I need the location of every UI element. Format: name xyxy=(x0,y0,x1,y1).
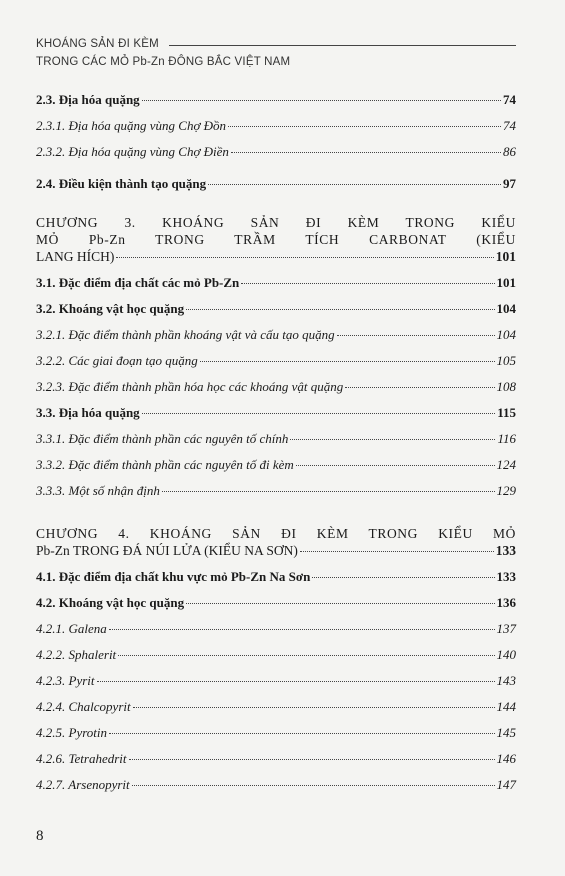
toc-entry-3-2-3[interactable] xyxy=(36,379,516,395)
toc-entry-title: 4.2.4. Chalcopyrit xyxy=(36,699,131,714)
toc-entry-3-2[interactable] xyxy=(36,301,516,317)
toc-entry-2-3[interactable] xyxy=(36,92,516,108)
dot-leader xyxy=(162,491,495,492)
toc-entry-title: 4.2.2. Sphalerit xyxy=(36,647,117,662)
dot-leader xyxy=(296,465,495,466)
header-line-1 xyxy=(36,38,516,50)
toc-entry-title: 3.3. Địa hóa quặng xyxy=(36,405,140,420)
chapter-3-line-3 xyxy=(36,248,516,265)
toc-entry-4-2-1[interactable] xyxy=(36,621,516,637)
toc-entry-page: 133 xyxy=(496,569,516,584)
dot-leader xyxy=(208,184,501,185)
dot-leader xyxy=(129,759,495,760)
toc-entry-page: 74 xyxy=(503,118,516,133)
toc-entry-3-1[interactable] xyxy=(36,275,516,291)
toc-entry-page: 74 xyxy=(503,92,516,107)
toc-entry-2-3-2[interactable] xyxy=(36,144,516,160)
toc-entry-title: 3.2.1. Đặc điểm thành phần khoáng vật và cấu tạo quặng xyxy=(36,327,335,342)
dot-leader xyxy=(118,655,494,656)
toc-entry-page: 97 xyxy=(503,176,516,191)
toc-entry-4-2-7[interactable] xyxy=(36,777,516,793)
toc-entry-title: 2.3. Địa hóa quặng xyxy=(36,92,140,107)
chapter-4-line-1: CHƯƠNG 4. KHOÁNG SẢN ĐI KÈM TRONG KIỂU MỎ xyxy=(36,526,516,541)
toc-entry-4-2-3[interactable] xyxy=(36,673,516,689)
dot-leader xyxy=(97,681,495,682)
toc-entry-page: 105 xyxy=(496,353,516,368)
toc-entry-3-3-3[interactable] xyxy=(36,483,516,499)
toc-entry-page: 137 xyxy=(496,621,516,636)
toc-entry-3-3-2[interactable] xyxy=(36,457,516,473)
toc-entry-title: 3.2.2. Các giai đoạn tạo quặng xyxy=(36,353,198,368)
dot-leader xyxy=(142,413,496,414)
toc-entry-4-2-2[interactable] xyxy=(36,647,516,663)
toc-entry-title: 4.1. Đặc điểm địa chất khu vực mỏ Pb-Zn Na Sơn xyxy=(36,569,311,584)
toc-entry-page: 146 xyxy=(496,751,516,766)
page-number: 8 xyxy=(36,828,44,844)
toc-entry-title: 4.2.3. Pyrit xyxy=(36,673,95,688)
chapter-3-line-1: CHƯƠNG 3. KHOÁNG SẢN ĐI KÈM TRONG KIỂU xyxy=(36,215,516,230)
toc-entry-page: 86 xyxy=(503,144,516,159)
toc-entry-title: 2.3.2. Địa hóa quặng vùng Chợ Điền xyxy=(36,144,229,159)
toc-entry-page: 101 xyxy=(496,275,516,290)
header-rule xyxy=(169,45,516,46)
toc-entry-page: 124 xyxy=(496,457,516,472)
toc-entry-4-2-4[interactable] xyxy=(36,699,516,715)
chapter-4-line-2-text: Pb-Zn TRONG ĐÁ NÚI LỬA (KIỂU NA SƠN) xyxy=(36,543,298,558)
chapter-3-line-2: MỎ Pb-Zn TRONG TRẦM TÍCH CARBONAT (KIỂU xyxy=(36,232,516,247)
toc-chapter-3[interactable] xyxy=(36,214,516,265)
toc-entry-title: 2.3.1. Địa hóa quặng vùng Chợ Đồn xyxy=(36,118,227,133)
toc-entry-page: 147 xyxy=(496,777,516,792)
table-of-contents xyxy=(36,92,516,803)
toc-entry-page: 144 xyxy=(496,699,516,714)
toc-entry-3-2-1[interactable] xyxy=(36,327,516,343)
toc-entry-title: 3.2. Khoáng vật học quặng xyxy=(36,301,185,316)
toc-entry-4-2[interactable] xyxy=(36,595,516,611)
chapter-3-line-3-text: LANG HÍCH) xyxy=(36,249,115,264)
dot-leader xyxy=(300,551,494,552)
toc-entry-title: 2.4. Điều kiện thành tạo quặng xyxy=(36,176,207,191)
toc-entry-page: 104 xyxy=(496,327,516,342)
dot-leader xyxy=(312,577,494,578)
header-subtitle: TRONG CÁC MỎ Pb-Zn ĐÔNG BẮC VIỆT NAM xyxy=(36,56,291,68)
toc-entry-title: 4.2.1. Galena xyxy=(36,621,107,636)
toc-entry-page: 108 xyxy=(496,379,516,394)
dot-leader xyxy=(109,733,494,734)
toc-entry-page: 145 xyxy=(496,725,516,740)
toc-entry-title: 4.2.7. Arsenopyrit xyxy=(36,777,130,792)
toc-entry-title: 4.2.6. Tetrahedrit xyxy=(36,751,127,766)
toc-entry-page: 101 xyxy=(495,249,516,264)
dot-leader xyxy=(186,603,494,604)
toc-entry-page: 129 xyxy=(496,483,516,498)
header-title: KHOÁNG SẢN ĐI KÈM xyxy=(36,38,159,50)
toc-entry-title: 3.2.3. Đặc điểm thành phần hóa học các khoáng vật quặng xyxy=(36,379,344,394)
dot-leader xyxy=(290,439,495,440)
dot-leader xyxy=(132,785,495,786)
toc-entry-title: 4.2.5. Pyrotin xyxy=(36,725,108,740)
toc-entry-3-2-2[interactable] xyxy=(36,353,516,369)
dot-leader xyxy=(345,387,494,388)
dot-leader xyxy=(142,100,501,101)
toc-entry-4-1[interactable] xyxy=(36,569,516,585)
chapter-4-line-2 xyxy=(36,542,516,559)
dot-leader xyxy=(337,335,495,336)
toc-entry-title: 3.3.3. Một số nhận định xyxy=(36,483,160,498)
toc-entry-2-4[interactable] xyxy=(36,176,516,192)
dot-leader xyxy=(231,152,501,153)
toc-entry-4-2-6[interactable] xyxy=(36,751,516,767)
toc-entry-page: 115 xyxy=(497,405,516,420)
toc-entry-3-3-1[interactable] xyxy=(36,431,516,447)
toc-chapter-4[interactable] xyxy=(36,525,516,559)
toc-entry-title: 3.3.1. Đặc điểm thành phần các nguyên tố chính xyxy=(36,431,289,446)
toc-entry-3-3[interactable] xyxy=(36,405,516,421)
dot-leader xyxy=(116,257,493,258)
toc-entry-page: 140 xyxy=(496,647,516,662)
dot-leader xyxy=(133,707,495,708)
toc-entry-title: 3.1. Đặc điểm địa chất các mỏ Pb-Zn xyxy=(36,275,240,290)
toc-entry-2-3-1[interactable] xyxy=(36,118,516,134)
running-header xyxy=(36,38,516,68)
toc-entry-4-2-5[interactable] xyxy=(36,725,516,741)
dot-leader xyxy=(228,126,501,127)
toc-entry-title: 4.2. Khoáng vật học quặng xyxy=(36,595,185,610)
toc-entry-page: 116 xyxy=(497,431,516,446)
dot-leader xyxy=(186,309,494,310)
dot-leader xyxy=(109,629,495,630)
toc-entry-page: 143 xyxy=(496,673,516,688)
toc-entry-page: 133 xyxy=(495,543,516,558)
toc-entry-page: 136 xyxy=(496,595,516,610)
dot-leader xyxy=(241,283,494,284)
dot-leader xyxy=(200,361,495,362)
toc-entry-title: 3.3.2. Đặc điểm thành phần các nguyên tố đi kèm xyxy=(36,457,294,472)
toc-entry-page: 104 xyxy=(496,301,516,316)
